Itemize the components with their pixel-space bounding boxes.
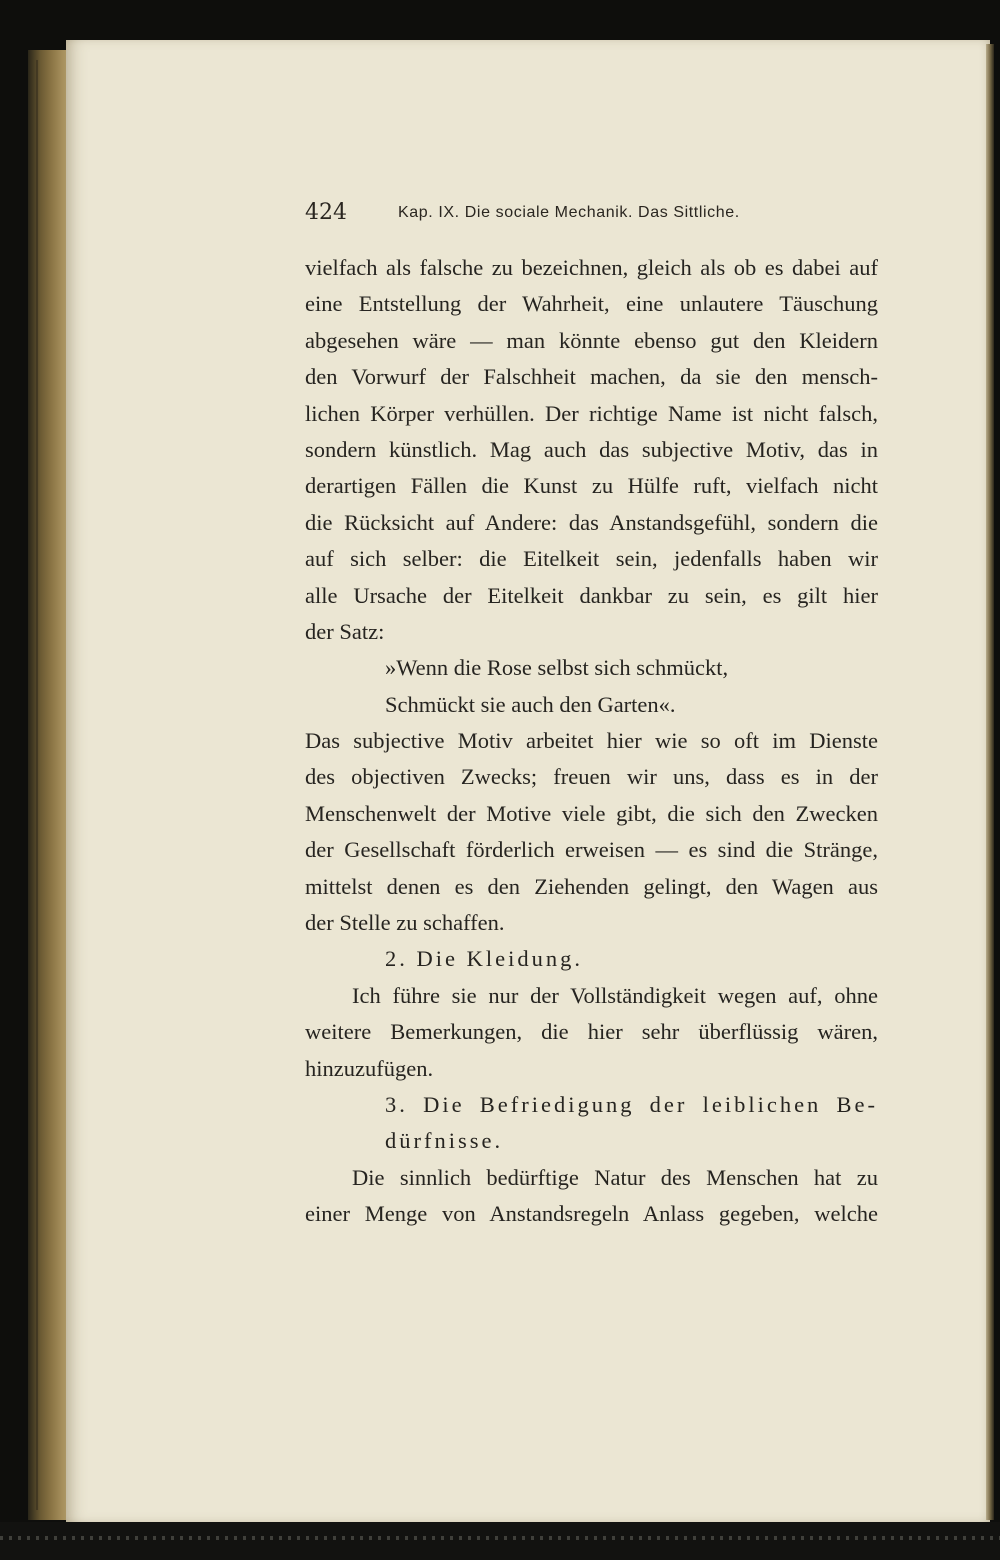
text-line: der Satz: [305, 618, 385, 644]
text-line: der Gesellschaft förderlich erweisen — es sind die Stränge, [305, 837, 878, 863]
text-line: weitere Bemerkungen, die hier sehr überflüssig wären, [305, 1019, 878, 1045]
text-line: eine Entstellung der Wahrheit, eine unlautere Täuschung [305, 291, 878, 317]
text-line: des objectiven Zwecks; freuen wir uns, dass es in der [305, 764, 878, 790]
section-heading-continued: dürfnisse. [385, 1128, 504, 1154]
scanner-bed [0, 1522, 1000, 1560]
text-line: vielfach als falsche zu bezeichnen, gleich als ob es dabei auf [305, 255, 878, 280]
text-line: den Vorwurf der Falschheit machen, da sie den mensch- [305, 364, 878, 390]
text-line: auf sich selber: die Eitelkeit sein, jedenfalls haben wir [305, 546, 878, 572]
text-line: Das subjective Motiv arbeitet hier wie so oft im Dienste [305, 728, 878, 754]
text-line: Ich führe sie nur der Vollständigkeit wegen auf, ohne [352, 982, 878, 1008]
text-line: hinzuzufügen. [305, 1055, 434, 1081]
page-number: 424 [305, 200, 347, 225]
text-line: Menschenwelt der Motive viele gibt, die sich den Zwecken [305, 800, 878, 826]
scanner-perforation [0, 1536, 1000, 1540]
page-header [305, 198, 880, 232]
text-line: alle Ursache der Eitelkeit dankbar zu sein, es gilt hier [305, 582, 878, 608]
body-text [305, 250, 878, 1233]
text-line: einer Menge von Anstandsregeln Anlass gegeben, welche [305, 1201, 878, 1227]
text-line: abgesehen wäre — man könnte ebenso gut den Kleidern [305, 327, 878, 353]
running-head: Kap. IX. Die sociale Mechanik. Das Sittliche. [398, 204, 740, 221]
text-line: derartigen Fällen die Kunst zu Hülfe ruft, vielfach nicht [305, 473, 878, 499]
text-line: mittelst denen es den Ziehenden gelingt, den Wagen aus [305, 873, 878, 899]
section-heading: 2. Die Kleidung. [385, 946, 583, 972]
section-heading: 3. Die Befriedigung der leiblichen Be- [385, 1091, 878, 1117]
spine-shadow [36, 60, 38, 1510]
text-line: Die sinnlich bedürftige Natur des Menschen hat zu [352, 1164, 878, 1190]
verse-line: »Wenn die Rose selbst sich schmückt, [385, 655, 729, 681]
text-line: sondern künstlich. Mag auch das subjective Motiv, das in [305, 436, 878, 462]
text-line: lichen Körper verhüllen. Der richtige Name ist nicht falsch, [305, 400, 878, 426]
book-spine [28, 50, 70, 1520]
page-edge [986, 44, 994, 1520]
verse-line: Schmückt sie auch den Garten«. [385, 691, 676, 717]
text-line: der Stelle zu schaffen. [305, 910, 505, 936]
text-line: die Rücksicht auf Andere: das Anstandsgefühl, sondern die [305, 509, 878, 535]
